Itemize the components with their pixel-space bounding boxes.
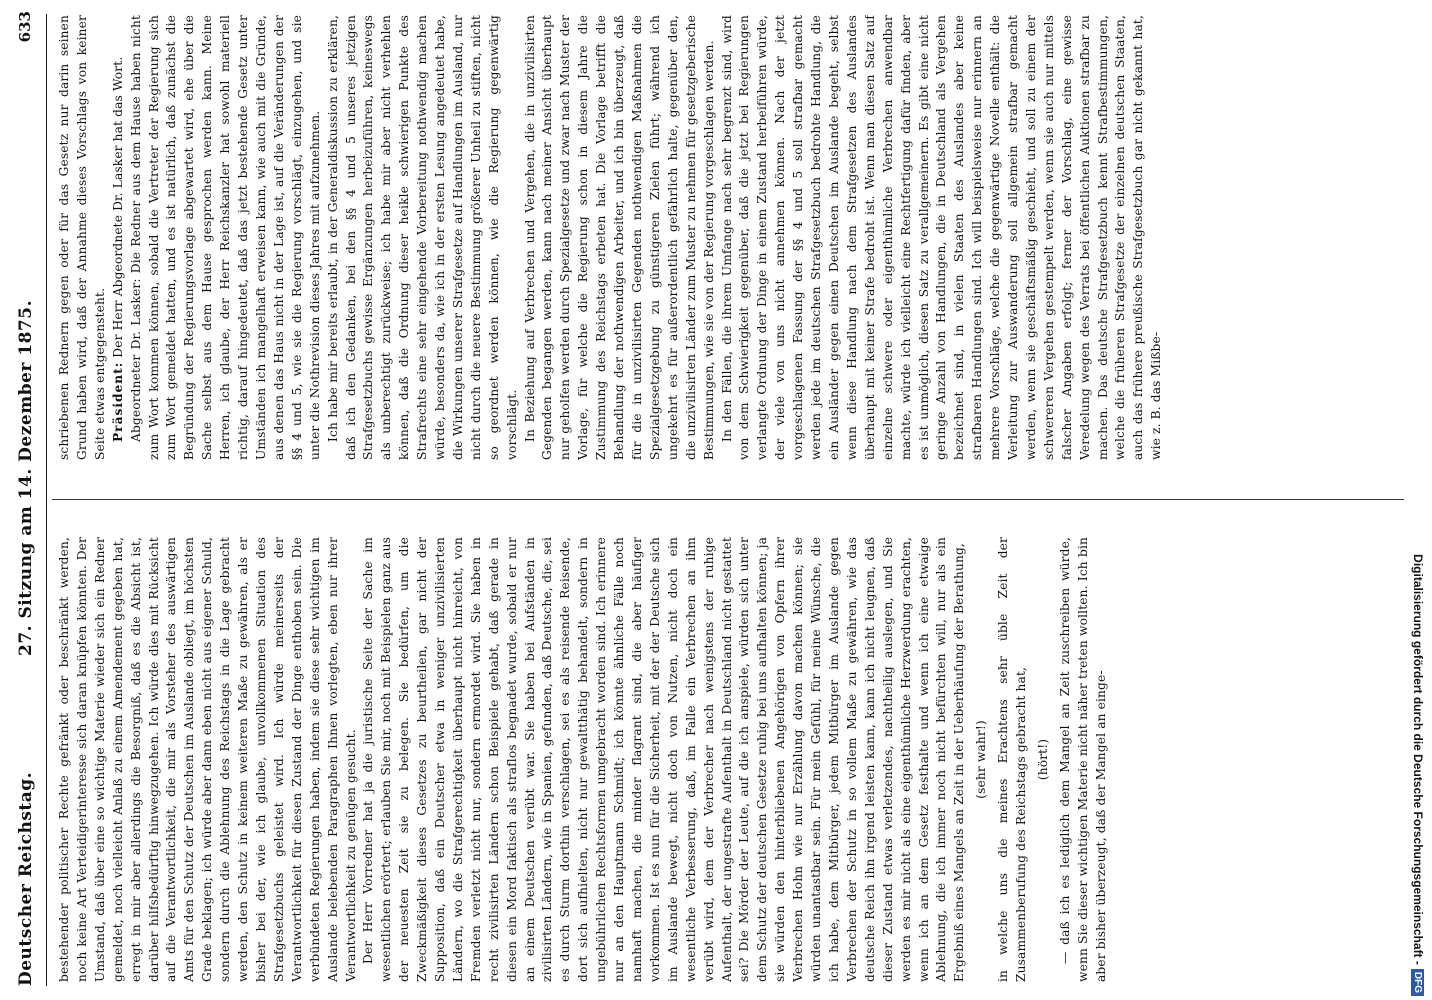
speaker-text: Die Redner aus dem Hause haben nicht zum Wort kommen können, sobald die Vertreter der Regierung sich zum Wort gemeldet hatten, und es ist natürlich, daß zunächst die Begründung der Regierungsvorlage abgewartet wird, ehe über die Sache selbst aus dem Hause gesprochen werden kann. Meine Herren, ich glaube, der Herr Reichskanzler hat sowohl materiell richtig, darauf hingedeutet, daß das jetzt bestehende Gesetz unter Umständen ich mangelhaft erweisen kann, wie auch mit die Gründe, aus denen das Haus nicht in der Lage ist, auf die Veränderungen der §§ 4 und 5, wie sie die Regierung vorschlägt, einzugehen, und sie unter die Nothrevision dieses Jahres mit aufzunehmen. bbox=[128, 15, 322, 460]
header-session: 27. Sitzung am 14. Dezember 1875. bbox=[16, 299, 36, 656]
page-number: 633 bbox=[16, 11, 34, 43]
interjection: (hört!) bbox=[1035, 738, 1050, 781]
president-label: Präsident: bbox=[110, 361, 125, 442]
president-statement bbox=[110, 15, 128, 460]
page-header bbox=[10, 11, 44, 986]
dfg-logo: DFG bbox=[1412, 969, 1425, 996]
paragraph: Der Herr Vorredner hat ja die juristische Seite der Sache im wesentlichen erörtert; erlauben Sie mir, noch mit Beispielen ganz aus der neuesten Zeit sie zu belegen. Sie bedürfen, um die Zweckmäßigkeit dieses Gesetzes zu beurtheilen, gar nicht der Supposition, daß ein Deutscher etwa in weniger unzivilisierten Ländern, wo die Strafgerechtigkeit überhaupt nicht hinreicht, von Fremden verletzt nicht nur, sondern ermordet wird. Sie haben in recht zivilisirten Ländern schon Beispiele gehabt, daß gerade in diesen ein Mord faktisch als straflos begnadet wurde, sobald er nur an einem Deutschen verübt war. Sie haben bei Aufständen in zivilisirten Ländern, wie in Spanien, gefunden, daß Deutsche, die, sei es durch Sturm dorthin verschlagen, sei es als reisende Reisende, dort sich aufhielten, nicht nur gewaltthätig behandelt, sondern in ungebührlichen Rechtsformen umgebracht worden sind. Ich erinnere nur an den Hauptmann Schmidt; ich könnte ähnliche Fälle noch namhaft machen, die minder flagrant sind, die aber häufiger vorkommen. Ist es nun für die Sicherheit, mit der der Deutsche sich im Auslande bewegt, nicht doch von Nutzen, nicht doch ein wesentliche Verbesserung, daß, im Falle ein Verbrechen an ihm verübt wird, dem der Verbrecher nach wenigstens der ruhige Aufenthalt, der ungestrafte Aufenthalt in Deutschland nicht gestattet sei? Die Mörder der Leute, auf die ich anspiele, würden sich unter dem Schutz der deutschen Gesetze ruhig bei uns aufhalten können; ja sie würden den hinterbliebenen Angehörigen von Opfern ihrer Verbrechen Hohn wie nur Erzählung davon machen können; sie würden unantastbar sein. Für mein Gefühl, für meine Wünsche, die ich habe, dem Mitbürger, jedem Mitbürger im Auslande gegen Verbrechen der Schutz in so vollem Maße zu gewähren, wie das deutsche Reich ihn irgend leisten kann, kann ich nicht leugnen, daß dieser Zustand etwas verletzendes, nachtheilig auslegen, und Sie werden es mir nicht als eine eigenthümliche Herzwerdung erachten, wenn ich an dem Gesetz festhalte und wenn ich eine etwaige Ablehnung, die ich immer noch nicht befürchten will, nur als ein Ergebniß eines Mangels an Zeit in der Ueberhäufung der Berathung, bbox=[361, 537, 967, 982]
header-publication: Deutscher Reichstag. bbox=[16, 771, 36, 986]
paragraph: in welche uns die meines Erachtens sehr üble Zeit der Zusammenberufung des Reichstags gebracht hat, bbox=[996, 537, 1029, 982]
speaker-intro: Abgeordneter Dr. Lasker: bbox=[128, 278, 143, 442]
paragraph: — daß ich es lediglich dem Mangel an Zeit zuschreiben würde, wenn Sie dieser wichtigen Materie nicht näher treten wollten. Ich bin aber bisher überzeugt, daß der Mangel an einge- bbox=[1057, 537, 1108, 982]
speaker-paragraph bbox=[128, 15, 325, 460]
digitization-credit-bar bbox=[1404, 0, 1432, 1000]
president-text: Der Herr Abgeordnete Dr. Lasker hat das Wort. bbox=[110, 56, 125, 358]
paragraph: bestehender politischer Rechte gefränkt oder beschränkt werden, noch keine Art Verteidigerinteresse sich daran knüpfen könnten. Der Umstand, daß über eine so wichtige Materie wieder sich ein Redner gemeldet, noch vielleicht Anlaß zu einem Amendement gegeben hat, erregt in mir aber allerdings die Besorgniß, daß es die Absicht ist, darüber hilfsbedürftig hinwegzugehen. Ich würde dies mit Rücksicht auf die Verantwortlichkeit, die mir als Vorsteher des auswärtigen Amts für den Schutz der Deutschen im Auslande obliegt, im höchsten Grade beklagen; ich würde aber dann eben nicht aus eigener Schuld, sondern durch die Ablehnung des Reichstags in die Lage gebracht werden, den Schutz in keinem weiteren Maße zu gewähren, als er bisher bei der, wie ich glaube, unvollkommenen Situation des Strafgesetzbuchs geleistet wird. Ich würde meinerseits der Verantwortlichkeit für diesen Zustand der Dinge enthoben sein. Die verbündeten Regierungen haben, indem sie diese sehr wichtigen im Auslande belebenden Paragraphen Ihnen vorlegten, eben nur ihrer Verantwortlichkeit zu genügen gesucht. bbox=[57, 537, 358, 982]
right-column bbox=[56, 15, 1396, 460]
paragraph: In Beziehung auf Verbrechen und Vergehen, die in unzivilisirten Gegenden begangen werden, kann nach meiner Ansicht überhaupt nur geholfen werden durch Spezialgesetze und zwar nach Muster der Vorlage, für welche die Regierung schon in diesem Jahre die Zustimmung des Reichstags erbeten hat. Die Vorlage betrifft die Behandlung der nothwendigen Arbeiter, und ich bin überzeugt, daß für die in unzivilisirten Gegenden nothwendigen Maßnahmen die Spezialgesetzgebung zu günstigeren Zielen führt; während ich ungekehrt es für außerordentlich gefährlich halte, gegenüber den, die unzivilisirten Länder zum Muster zu nehmen für gesetzgeberische Bestimmungen, wie sie von der Regierung vorgeschlagen werden. bbox=[522, 15, 716, 460]
header-rule bbox=[46, 14, 47, 986]
interjection: (sehr wahr!) bbox=[974, 720, 989, 799]
paragraph: Ich habe mir bereits erlaubt, in der Generaldiskussion zu erklären, daß ich den Gedanken, bei den §§ 4 und 5 unseres jetzigen Strafgesetzbuchs gewisse Ergänzungen herbeizuführen, keineswegs als unberechtigt zurückweise; ich habe mir aber nicht verhehlen können, daß die Ordnung dieser heikle schwierigen Punkte des Strafrechts eine sehr eingehende Vorbereitung nothwendig machen würde, besonders da, wie ich in der ersten Lesung angedeutet habe, die Wirkungen unserer Strafgesetze auf Handlungen im Ausland, nur nicht durch die neuere Bestimmung größerer Unheil zu stiften, nicht so geordnet werden können, wie die Regierung gegenwärtig vorschlägt. bbox=[325, 15, 519, 460]
column-divider bbox=[52, 499, 1412, 500]
left-column bbox=[56, 537, 1396, 982]
paragraph: In den Fällen, die ihrem Umfange nach sehr begrenzt sind, wird von dem Schwierigkeit gegenüber, daß die jetzt bei Regierungen verlangte Ordnung der Dinge in einem Zustand herbeiführen würde, der viele von uns nicht annehmen können. Nach der jetzt vorgeschlagenen Fassung der §§ 4 und 5 soll strafbar gemacht werden jede im deutschen Strafgesetzbuch bedrohte Handlung, die ein Ausländer gegen einen Deutschen im Auslande begeht, selbst wenn diese Handlung nach dem Strafgesetzen des Auslandes überhaupt mit keiner Strafe bedroht ist. Wenn man diesen Satz auf einzelne schwere oder eigenthümliche Verbrechen anwendbar machte, würde ich vielleicht eine Rechtfertigung dafür finden, aber es ist unmöglich, diesen Satz zu verallgemeinern. Es gibt eine nicht geringe Anzahl von Handlungen, die in Deutschland als Vergehen bezeichnet sind, in vielen Staaten des Auslandes aber keine strafbaren Handlungen sind. Ich will beispielsweise nur erinnern an mehrere Vorschläge, welche die gegenwärtige Novelle enthält: die Verleitung zur Auswanderung soll allgemein strafbar gemacht werden, wenn sie geschäftsmäßig geschieht, und soll zu einem der schwereren Vergehen gestempelt werden, wenn sie auch nur mittels falscher Angaben erfolgt; ferner der Vorschlag, eine gewisse Veredelung wegen des Verrats bei öffentlichen Auktionen strafbar zu machen. Das deutsche Strafgesetzbuch kennt Strafbestimmungen, welche die früheren Strafgesetze der einzelnen deutschen Staaten, auch das frühere preußische Strafgesetzbuch gar nicht gekannt hat, wie z. B. das Mißbe- bbox=[719, 15, 1164, 460]
credit-text: Digitalisierung gefördert durch die Deutsche Forschungsgemeinschaft - bbox=[1411, 554, 1425, 965]
credit-line bbox=[1404, 0, 1432, 1000]
paragraph: schriebenen Rednern gegen oder für das Gesetz nur darin seinen Grund haben wird, daß der Annahme dieses Vorschlags von keiner Seite etwas entgegensteht. bbox=[57, 15, 107, 460]
